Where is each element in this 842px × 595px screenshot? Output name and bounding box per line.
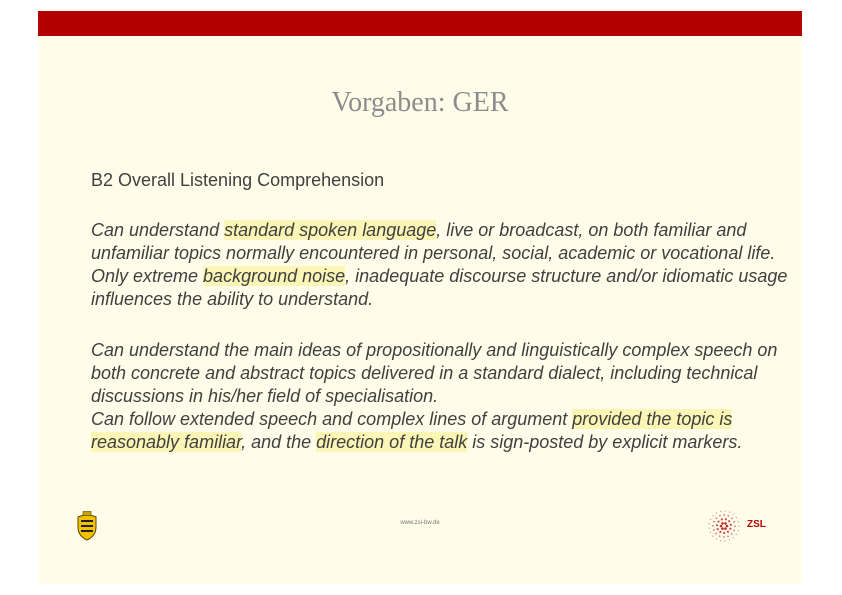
paragraph-1-text-1: Can understand <box>91 220 225 240</box>
logo-dot <box>723 532 725 534</box>
logo-dot <box>728 520 730 522</box>
logo-dot <box>738 525 739 526</box>
logo-dot <box>719 531 721 533</box>
logo-dot <box>727 515 729 517</box>
logo-dot <box>724 540 725 541</box>
logo-dot <box>731 517 733 519</box>
logo-dot <box>716 538 717 539</box>
paragraph-1-text-3: , inadequate discourse structure and/or idiomatic usage influences the ability to understand. <box>91 266 788 309</box>
logo-dot <box>724 522 727 525</box>
logo-dot <box>708 527 709 528</box>
paragraph-1 <box>91 219 791 311</box>
logo-dot <box>720 511 721 512</box>
logo-dot <box>713 529 715 531</box>
logo-dot <box>723 514 725 516</box>
paragraph-2-text-1: Can understand the main ideas of propositionally and linguistically complex speech on both concrete and abstract topics delivered in a standard dialect, including technical discussions in his/her field of specialisation. <box>91 340 778 406</box>
logo-dot <box>716 512 717 513</box>
slide <box>38 11 802 584</box>
logo-dot <box>734 525 736 527</box>
logo-dot <box>712 535 713 536</box>
logo-dot <box>733 514 734 515</box>
top-bar <box>38 11 802 36</box>
logo-dot <box>727 535 729 537</box>
highlight-background-noise: background noise <box>203 266 346 286</box>
logo-dot <box>730 524 732 526</box>
logo-dot <box>729 528 731 530</box>
logo-dot <box>729 539 730 540</box>
logo-dot <box>719 515 721 517</box>
logo-dot <box>710 519 711 520</box>
logo-dot <box>733 529 735 531</box>
highlight-standard-spoken-language: standard spoken language <box>224 220 437 240</box>
logo-dot <box>715 533 717 535</box>
logo-dot <box>733 537 734 538</box>
logo-dot <box>721 518 723 520</box>
logo-dot <box>736 517 737 518</box>
logo-dot <box>708 523 709 524</box>
logo-dot <box>720 540 721 541</box>
paragraph-2-text-2: Can follow extended speech and complex lines of argument <box>91 409 573 429</box>
logo-dot <box>717 520 719 522</box>
logo-dot <box>720 525 723 528</box>
slide-subtitle: B2 Overall Listening Comprehension <box>91 170 385 190</box>
logo-dot <box>725 518 727 520</box>
logo-dot <box>721 522 724 525</box>
logo-dot <box>712 515 713 516</box>
paragraph-2-text-3: , and the <box>241 432 317 452</box>
logo-dot <box>731 533 733 535</box>
paragraph-2-text-4: is sign-posted by explicit markers. <box>467 432 743 452</box>
logo-dot <box>723 536 725 538</box>
logo-dot <box>726 525 729 528</box>
logo-dot <box>733 521 735 523</box>
logo-dot <box>717 528 719 530</box>
state-crest-icon <box>75 511 99 541</box>
logo-dot <box>719 535 721 537</box>
slide-title: Vorgaben: GER <box>331 87 509 118</box>
logo-dot <box>713 521 715 523</box>
logo-dot <box>712 525 714 527</box>
paragraph-2 <box>91 339 791 454</box>
zsl-logo-text: ZSL <box>747 519 766 530</box>
logo-dot <box>736 534 737 535</box>
logo-dot <box>724 510 725 511</box>
highlight-provided-the-topic: provided the topic is reasonably familiar <box>91 409 733 452</box>
logo-dot <box>729 511 730 512</box>
logo-dot <box>721 527 724 530</box>
highlight-direction-of-the-talk: direction of the talk <box>316 432 468 452</box>
logo-dot <box>738 521 739 522</box>
footer-url: www.zsl-bw.de <box>400 520 440 526</box>
paragraph-1-text-2: , live or broadcast, on both familiar and unfamiliar topics normally encountered in personal, social, academic or vocational life. Only extreme <box>91 220 776 286</box>
logo-dot <box>710 532 711 533</box>
logo-dot <box>724 527 727 530</box>
logo-dot <box>738 530 739 531</box>
logo-dot <box>716 524 718 526</box>
logo-dot <box>715 517 717 519</box>
logo-dot <box>727 531 729 533</box>
